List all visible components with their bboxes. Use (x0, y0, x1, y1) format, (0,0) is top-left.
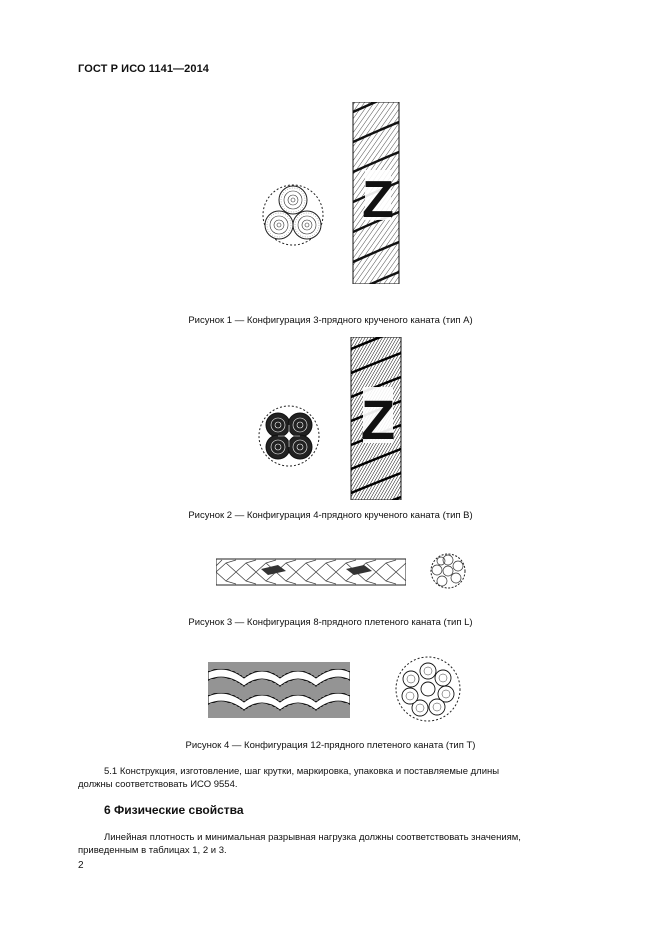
figure-4-cross-section (393, 654, 463, 724)
document-header: ГОСТ Р ИСО 1141—2014 (78, 63, 210, 75)
figure-4-braided-rope (208, 660, 350, 720)
figure-1-cross-section (258, 180, 328, 250)
figure-1-twisted-rope (345, 102, 407, 284)
figure-2-cross-section (256, 403, 322, 469)
clause-5-1-line-1: 5.1 Конструкция, изготовление, шаг крутки, маркировка, упаковка и поставляемые длины (104, 766, 500, 777)
section-6-line-1: Линейная плотность и минимальная разрывная нагрузка должны соответствовать значениям, (104, 832, 521, 843)
figure-1-caption: Рисунок 1 — Конфигурация 3-прядного крученого каната (тип А) (188, 315, 473, 326)
figure-3-cross-section (428, 551, 468, 591)
page-number: 2 (78, 860, 84, 871)
clause-5-1 (78, 766, 614, 791)
figure-3-caption: Рисунок 3 — Конфигурация 8-прядного плетеного каната (тип L) (188, 617, 473, 628)
clause-5-1-line-2: должны соответствовать ИСО 9554. (78, 778, 238, 790)
figure-3-braided-rope (216, 555, 406, 589)
section-6-paragraph (78, 832, 614, 857)
figure-4-caption: Рисунок 4 — Конфигурация 12-прядного плетеного каната (тип Т) (185, 740, 476, 751)
section-6-title: 6 Физические свойства (104, 803, 244, 817)
figure-2-twisted-rope (345, 337, 407, 500)
figure-2-twist-letter: Z (360, 388, 396, 451)
figure-2-caption: Рисунок 2 — Конфигурация 4-прядного крученого каната (тип В) (188, 510, 473, 521)
figure-1-twist-letter: Z (362, 171, 394, 229)
section-6-line-2: приведенным в таблицах 1, 2 и 3. (78, 844, 227, 856)
